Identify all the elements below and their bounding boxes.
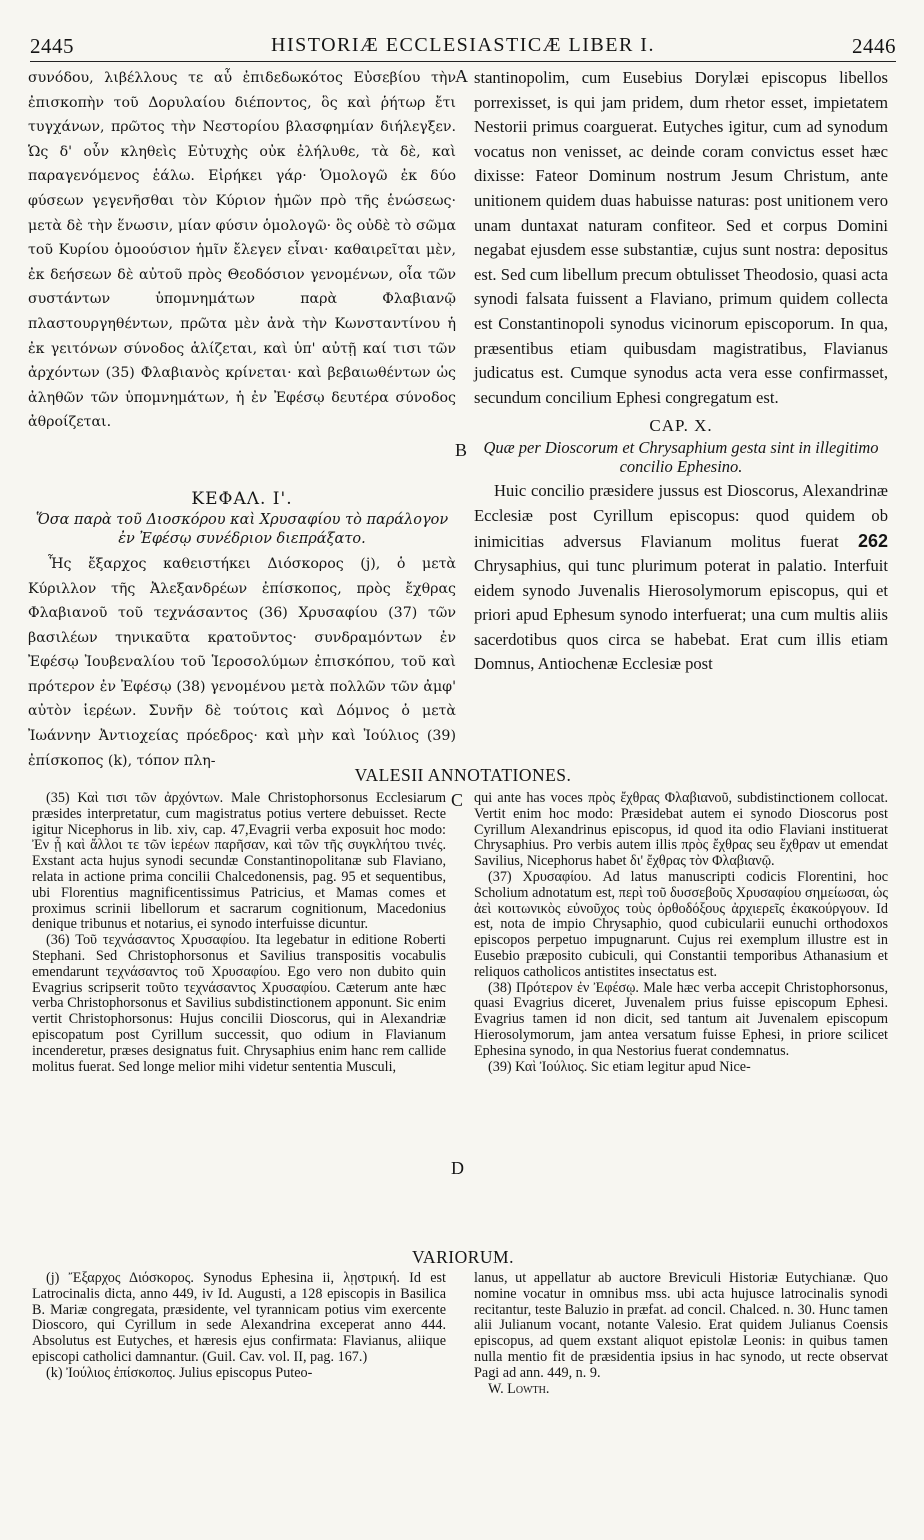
valesii-note-36-cont: qui ante has voces πρὸς ἔχθρας Φλαβιανοῦ, subdistinctionem collocat. Vertit enim hoc modo: Præsidebat autem ei synodo Dioscorus post Cyrillum Alexandrinus episcopus, id quod ita odio Flaviani instituerat Chrysaphius. Pro verbis autem illis πρὸς ἔχθρας seu ἔχθραν ut emendat Savilius, Nicephorus habet δι' ἔχθρας τὸν Φλαβιανῷ. bbox=[474, 790, 888, 870]
running-title: HISTORIÆ ECCLESIASTICÆ LIBER I. bbox=[271, 34, 655, 56]
variorum-note-k-cont: lanus, ut appellatur ab auctore Breviculi Historiæ Eutychianæ. Quo nomine vocatur in omnibus mss. ubi acta hujusce latrocinalis synodi recitantur, teste Baluzio in præfat. ad concil. Chalced. n. 30. Hunc tamen alii Julianum vocant, notante Valesio. Erat quidem Julianus Coensis episcopus, ad quem exstant aliquot epistolæ Leonis: in quibus tamen nulla mentio fit de præsidentia ipsius in hac synodo, ut recte observat Pagi ad ann. 449, n. 9. bbox=[474, 1270, 888, 1381]
greek-chapter-subtitle: Ὅσα παρὰ τοῦ Διοσκόρου καὶ Χρυσαφίου τὸ παράλογον ἐν Ἐφέσῳ συνέδριον διεπράξατο. bbox=[35, 511, 449, 547]
latin-paragraph-1: stantinopolim, cum Eusebius Dorylæi episcopus libellos porrexisset, is qui jam pridem, dum rhetor esset, impietatem Nestorii primus coarguerat. Eutyches igitur, cum ad synodum vocatus non venisset, ac deinde coram convictus esset hæc dixisse: Fateor Dominum nostrum Jesum Christum, ante unitionem quidem duas habuisse naturas: post unitionem vero unam duntaxat naturam confiteor. Sed et corpus Domini negabat ejusdem esse substantiæ, cujus sunt nostra: depositus est. Sed cum libellum precum obtulisset Theodosio, quasi acta synodi falsata fuissent a Flaviano, primum quidem collecta est Constantinopoli synodus vicinorum episcoporum. In qua, præsentibus etiam quibusdam magistratibus, Flavianus judicatus est. Cumque synodus acta vera esse confirmasset, secundum concilium Ephesi congregatum est. bbox=[474, 68, 888, 407]
greek-column bbox=[28, 66, 456, 773]
latin-paragraph-2 bbox=[474, 479, 888, 677]
greek-paragraph-1: συνόδου, λιβέλλους τε αὖ ἐπιδεδωκότος Εὐσεβίου τὴν ἐπισκοπὴν τοῦ Δορυλαίου διέποντος, ὃς καὶ ῥήτωρ ἔτι τυγχάνων, πρῶτος τὴν Νεστορίου βλασφημίαν διήλεγξεν. Ὡς δ' οὖν κληθεὶς Εὐτυχὴς οὐκ ἐλήλυθε, τὰ δὲ, καὶ παραγενόμενος ἑάλω. Εἰρήκει γάρ· Ὁμολογῶ ἐκ δύο φύσεων γεγενῆσθαι τὸν Κύριον ἡμῶν πρὸ τῆς ἑνώσεως· μετὰ δὲ τὴν ἕνωσιν, μίαν φύσιν ὁμολογῶ· ὃς οὐδὲ τὸ σῶμα τοῦ Κυρίου ὁμοούσιον ἡμῖν ἔλεγεν εἶναι· καθαιρεῖται μὲν, ἐκ δεήσεων δὲ αὐτοῦ πρὸς Θεοδόσιον γενομένων, οἷα τῶν συστάντων ὑπομνημάτων παρὰ Φλαβιανῷ πλαστουργηθέντων, πρῶτα μὲν ἀνὰ τὴν Κωνσταντίνου ἡ ἐκ γειτόνων σύνοδος ἁλίζεται, καὶ ὑπ' αὐτῇ καί τισι τῶν ἀρχόντων (35) Φλαβιανὸς κρίνεται· καὶ βεβαιωθέντων ὡς ἀληθῶν τῶν ὑπομνημάτων, ἡ ἐν Ἐφέσῳ δευτέρα σύνοδος ἀθροίζεται. bbox=[28, 70, 456, 431]
variorum-heading: VARIORUM. bbox=[412, 1247, 514, 1267]
margin-letter-d: D bbox=[451, 1158, 464, 1178]
variorum-signature: W. Lowth. bbox=[488, 1380, 550, 1397]
page-number-left: 2445 bbox=[30, 34, 74, 58]
variorum-note-j: (j) Ἔξαρχος Διόσκορος. Synodus Ephesina ii, λῃστρική. Id est Latrocinalis dicta, anno 449, iv Id. Augusti, a 128 episcopis in Basilica B. Mariæ congregata, præsidente, vel tyrannicam potius vim exercente Dioscoro, qui Cyrillum in sede Alexandrina exceperat anno 444. Absolutus est Eutyches, et hæresis ejus confirmata: Flavianus, aliique episcopi catholici damnantur. (Guil. Cav. vol. II, pag. 167.) bbox=[32, 1270, 446, 1365]
variorum-right-notes bbox=[474, 1271, 888, 1397]
margin-letter-b: B bbox=[455, 440, 468, 460]
variorum-left-notes bbox=[32, 1271, 446, 1382]
margin-letter-c: C bbox=[451, 790, 464, 810]
greek-chapter-title: ΚΕΦΑΛ. Ι'. bbox=[191, 488, 293, 509]
variorum-note-k: (k) Ἰούλιος ἐπίσκοπος. Julius episcopus Puteo- bbox=[46, 1364, 313, 1381]
valesii-note-39: (39) Καὶ Ἰούλιος. Sic etiam legitur apud Nice- bbox=[488, 1058, 751, 1075]
valesii-note-35: (35) Καὶ τισι τῶν ἀρχόντων. Male Christophorsonus Ecclesiarum præsides interpretatur, cum magistratus potius vertere debuisset. Recte igitur Nicephorus in lib. xiv, cap. 47,Evagrii verba exposuit hoc modo: Ἐν ᾗ καὶ ἄλλοι τε τῶν ἱερέων παρῆσαν, καὶ τῶν τῆς συγκλήτου τινές. Exstant acta hujus synodi secundæ Constantinopolitanæ sub Flaviano, relata in actione prima concilii Chalcedonensis, pag. 95 et sequentibus, ubi Florentius magnificentissimus Patricius, et Mamas comes et proximus scrinii libellorum et sacrarum cognitionum, Macedonius denique tribunus et notarius, ei synodo interfuisse dicuntur. bbox=[32, 790, 446, 933]
page-number-right: 2446 bbox=[852, 34, 896, 58]
greek-paragraph-2: Ἧς ἔξαρχος καθειστήκει Διόσκορος (j), ὁ μετὰ Κύριλλον τῆς Ἀλεξανδρέων ἐπίσκοπος, πρὸς ἔχθρας Φλαβιανοῦ τοῦ τεχνάσαντος (36) Χρυσαφίου (37) τῶν βασιλέων τηνικαῦτα κρατοῦντος· συνδραμόντων ἐν Ἐφέσῳ Ἰουβεναλίου τοῦ Ἱεροσολύμων ἐπισκόπου, τοῦ καὶ πρότερον ἐν Ἐφέσῳ (38) γενομένου μετὰ πολλῶν τῶν ἀμφ' αὐτὸν ἱερέων. Συνῆν δὲ τούτοις καὶ Δόμνος ὁ μετὰ Ἰωάννην Ἀντιοχείας πρόεδρος· καὶ μὴν καὶ Ἰούλιος (39) ἐπίσκοπος (k), τόπον πλη- bbox=[28, 555, 456, 769]
latin-chapter-title: CAP. X. bbox=[649, 416, 713, 436]
valesii-right-notes bbox=[474, 791, 888, 1075]
valesii-note-38: (38) Πρότερον ἐν Ἐφέσῳ. Male hæc verba accepit Christophorsonus, quasi Evagrius diceret, Juvenalem prius fuisse episcopum Ephesi. Evagrius tamen id non dicit, sed tantum ait Juvenalem episcopum Hierosolymorum, jam antea versatum fuisse Ephesi, in priore scilicet Ephesina synodo, in qua Nestorius fuerat condemnatus. bbox=[474, 979, 888, 1059]
valesii-heading: VALESII ANNOTATIONES. bbox=[354, 765, 572, 785]
valesii-left-notes bbox=[32, 791, 446, 1075]
latin-paragraph-2b: Chrysaphius, qui tunc plurimum poterat in palatio. Interfuit eidem synodo Juvenalis Hierosolymorum episcopus, qui et priori apud Ephesum synodo interfuerat; una cum multis aliis sacerdotibus quos circa se habebat. Erat cum illis etiam Domnus, Antiochenæ Ecclesiæ post bbox=[474, 556, 888, 674]
valesii-note-36: (36) Τοῦ τεχνάσαντος Χρυσαφίου. Ita legebatur in editione Roberti Stephani. Sed Christophorsonus et Savilius transpositis vocabulis emendarunt τεχνάσαντος τοῦ Χρυσαφίου. Ego vero non dubito quin Evagrius scripserit τοῦτο τεχνάσαντος Χρυσαφίου. Cæterum ante hæc verba Christophorsonus et Savilius subdistinctionem apponunt. Sic enim vertit Christophorsonus: Hujus concilii Dioscorus, qui in Alexandriæ episcopatum post Cyrillum successit, quo odium in Flavianum incenderetur, præses designatus fuit. Chrysaphius enim hanc rem callide molitus fuerat. Sed longe melior mihi videtur sententia Musculi, bbox=[32, 932, 446, 1075]
running-head bbox=[30, 34, 896, 60]
head-rule bbox=[30, 61, 896, 62]
margin-letter-a: A bbox=[455, 66, 468, 86]
page-mark: 262 bbox=[857, 530, 888, 551]
latin-paragraph-2a: Huic concilio præsidere jussus est Dioscorus, Alexandrinæ Ecclesiæ post Cyrillum episcopus: quod quidem ob inimicitias adversus Flavianum molitus fuerat bbox=[474, 481, 888, 551]
latin-chapter-subtitle: Quæ per Dioscorum et Chrysaphium gesta sint in illegitimo concilio Ephesino. bbox=[483, 438, 879, 477]
valesii-note-37: (37) Χρυσαφίου. Ad latus manuscripti codicis Florentini, hoc Scholium adnotatum est, περὶ τοῦ δυσσεβοῦς Χρυσαφίου σημείωσαι, ὡς ἀεὶ κοιτωνικὸς εὐνοῦχος τοὺς ὀρθοδόξους ἀρχιερεῖς ἐκακούργουν. Id est, nota de impio Chrysaphio, quod cubicularii eunuchi orthodoxos episcopos perpetuo impugnarunt. Cujus rei exemplum illustre est in Eusebio præposito cubiculi, qui Constantii temporibus Athanasium et reliquos catholicos antistites insectatus est. bbox=[474, 868, 888, 980]
latin-column bbox=[474, 66, 888, 677]
